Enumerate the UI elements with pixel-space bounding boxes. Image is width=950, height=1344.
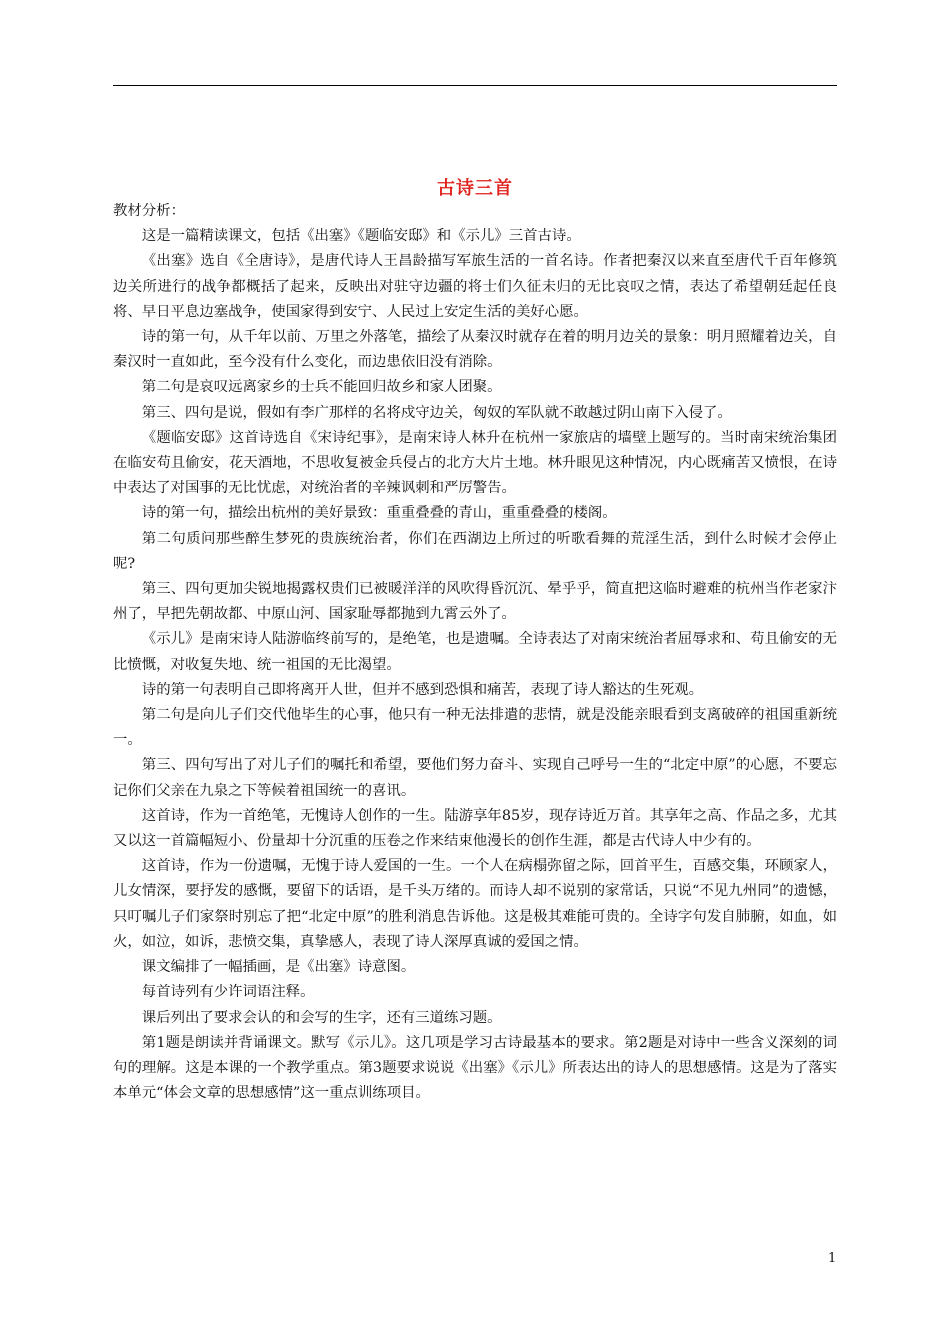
paragraph: 《题临安邸》这首诗选自《宋诗纪事》，是南宋诗人林升在杭州一家旅店的墙壁上题写的。当时南宋统治集团在临安苟且偷安，花天酒地，不思收复被金兵侵占的北方大片土地。林升眼见这种情况，内心既痛苦又愤恨，在诗中表达了对国事的无比忧虑，对统治者的辛辣讽刺和严厉警告。 <box>113 429 837 497</box>
page-title: 古诗三首 <box>437 178 513 199</box>
paragraph: 《出塞》选自《全唐诗》，是唐代诗人王昌龄描写军旅生活的一首名诗。作者把秦汉以来直至唐代千百年修筑边关所进行的战争都概括了起来，反映出对驻守边疆的将士们久征未归的无比哀叹之情，表达了希望朝廷起任良将、早日平息边塞战争，使国家得到安宁、人民过上安定生活的美好心愿。 <box>113 253 837 320</box>
paragraph: 课文编排了一幅插画，是《出塞》诗意图。 <box>141 959 416 976</box>
document-body <box>113 199 837 1106</box>
paragraph: 这首诗，作为一份遗嘱，无愧于诗人爱国的一生。一个人在病榻弥留之际，回首平生，百感交集，环顾家人，儿女情深，要抒发的感慨，要留下的话语，是千头万绪的。而诗人却不说别的家常话，只说“不见九州同”的遗憾，只叮嘱儿子们家祭时别忘了把“北定中原”的胜利消息告诉他。这是极其难能可贵的。全诗字句发自肺腑，如血，如火，如泣，如诉，悲愤交集，真挚感人，表现了诗人深厚真诚的爱国之情。 <box>113 858 837 950</box>
paragraph: 第二句质问那些醉生梦死的贵族统治者，你们在西湖边上所过的听歌看舞的荒淫生活，到什么时候才会停止呢? <box>113 530 837 572</box>
paragraph: 每首诗列有少许词语注释。 <box>141 984 315 1001</box>
paragraph: 第二句是向儿子们交代他毕生的心事，他只有一种无法排遣的悲情，就是没能亲眼看到支离破碎的祖国重新统一。 <box>113 707 837 749</box>
paragraph: 第三、四句更加尖锐地揭露权贵们已被暖洋洋的风吹得昏沉沉、晕乎乎，简直把这临时避难的杭州当作老家汴州了，早把先朝故都、中原山河、国家耻辱都抛到九霄云外了。 <box>113 581 837 623</box>
paragraph: 课后列出了要求会认的和会写的生字，还有三道练习题。 <box>141 1009 502 1026</box>
paragraph: 《示儿》是南宋诗人陆游临终前写的，是绝笔，也是遗嘱。全诗表达了对南宋统治者屈辱求和、苟且偷安的无比愤慨，对收复失地、统一祖国的无比渴望。 <box>113 631 837 673</box>
paragraph: 这是一篇精读课文，包括《出塞》《题临安邸》和《示儿》三首古诗。 <box>141 228 581 245</box>
paragraph: 诗的第一句，从千年以前、万里之外落笔，描绘了从秦汉时就存在着的明月边关的景象：明月照耀着边关，自秦汉时一直如此，至今没有什么变化，而边患依旧没有消除。 <box>113 329 837 371</box>
header-rule <box>113 85 837 86</box>
section-label: 教材分析： <box>113 203 185 219</box>
paragraph: 第三、四句写出了对儿子们的嘱托和希望，要他们努力奋斗、实现自己呼号一生的“北定中原”的心愿，不要忘记你们父亲在九泉之下等候着祖国统一的喜讯。 <box>113 757 837 799</box>
paragraph: 诗的第一句表明自己即将离开人世，但并不感到恐惧和痛苦，表现了诗人豁达的生死观。 <box>141 681 704 698</box>
paragraph: 第二句是哀叹远离家乡的士兵不能回归故乡和家人团聚。 <box>141 379 502 396</box>
paragraph: 这首诗，作为一首绝笔，无愧诗人创作的一生。陆游享年85岁，现存诗近万首。其享年之高、作品之多，尤其又以这一首篇幅短小、份量却十分沉重的压卷之作来结束他漫长的创作生涯，都是古代诗人中少有的。 <box>113 807 837 850</box>
page-number: 1 <box>828 1251 837 1266</box>
paragraph: 诗的第一句，描绘出杭州的美好景致：重重叠叠的青山，重重叠叠的楼阁。 <box>141 505 617 522</box>
paragraph: 第1题是朗读并背诵课文。默写《示儿》。这几项是学习古诗最基本的要求。第2题是对诗中一些含义深刻的词句的理解。这是本课的一个教学重点。第3题要求说说《出塞》《示儿》所表达出的诗人的思想感情。这是为了落实本单元“体会文章的思想感情”这一重点训练项目。 <box>113 1034 837 1102</box>
paragraph: 第三、四句是说，假如有李广那样的名将戍守边关，匈奴的军队就不敢越过阴山南下入侵了。 <box>141 404 732 421</box>
